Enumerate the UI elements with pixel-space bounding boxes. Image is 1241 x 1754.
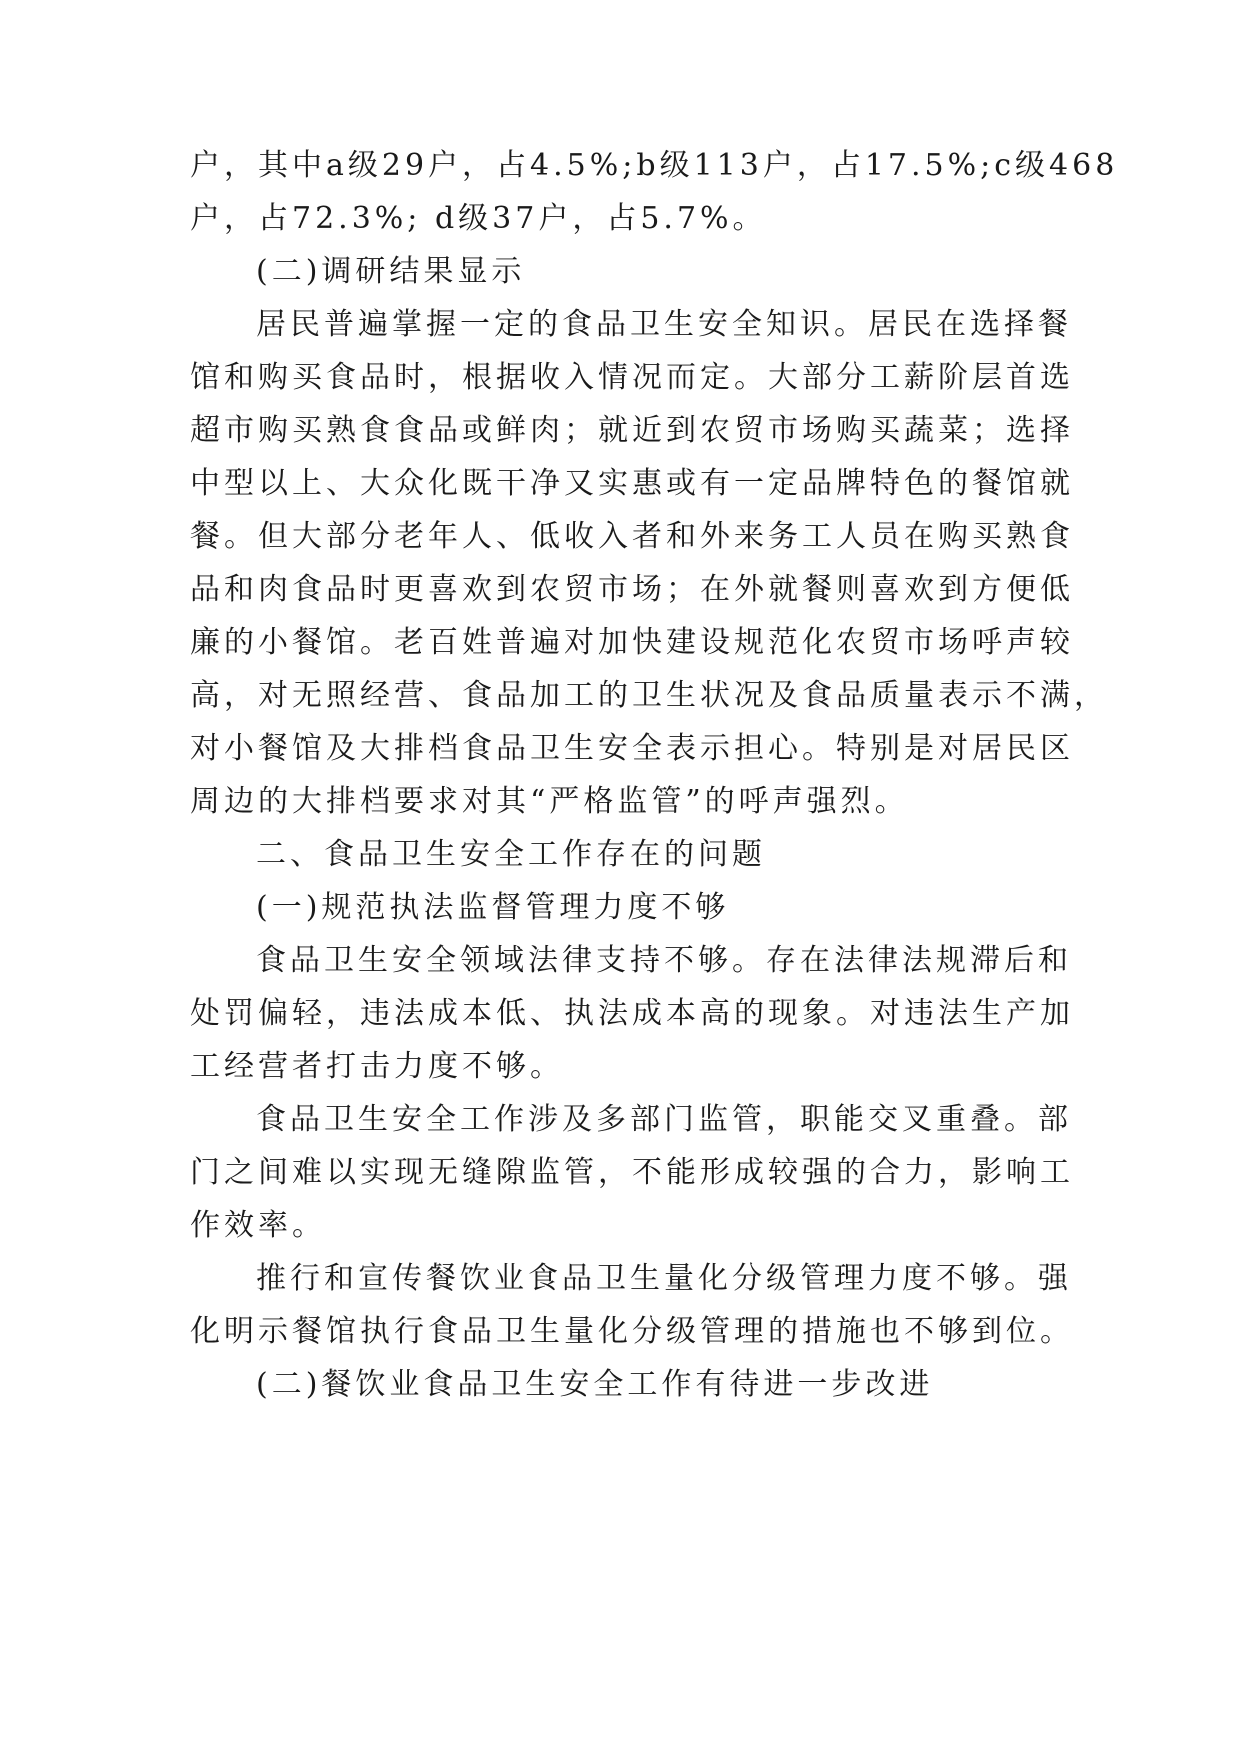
paragraph-start: 食品卫生安全工作涉及多部门监管，职能交叉重叠。部 <box>256 1102 1072 1137</box>
text-line: 周边的大排档要求对其“严格监管”的呼声强烈。 <box>190 784 909 819</box>
text-line: 对小餐馆及大排档食品卫生安全表示担心。特别是对居民区 <box>190 731 1074 766</box>
subsection-heading: (一)规范执法监督管理力度不够 <box>256 890 730 925</box>
text-line: 高，对无照经营、食品加工的卫生状况及食品质量表示不满， <box>190 678 1108 713</box>
text-line: 户，其中a级29户，占4.5%;b级113户，占17.5%;c级468 <box>190 148 1119 183</box>
text-line: 餐。但大部分老年人、低收入者和外来务工人员在购买熟食 <box>190 519 1074 554</box>
text-line: 廉的小餐馆。老百姓普遍对加快建设规范化农贸市场呼声较 <box>190 625 1074 660</box>
section-heading: 二、食品卫生安全工作存在的问题 <box>256 837 766 872</box>
section-heading: (二)调研结果显示 <box>256 254 526 289</box>
text-line: 馆和购买食品时，根据收入情况而定。大部分工薪阶层首选 <box>190 360 1074 395</box>
paragraph-start: 食品卫生安全领域法律支持不够。存在法律法规滞后和 <box>256 943 1072 978</box>
text-line: 品和肉食品时更喜欢到农贸市场；在外就餐则喜欢到方便低 <box>190 572 1074 607</box>
text-line: 门之间难以实现无缝隙监管，不能形成较强的合力，影响工 <box>190 1155 1074 1190</box>
subsection-heading: (二)餐饮业食品卫生安全工作有待进一步改进 <box>256 1367 934 1402</box>
text-line: 作效率。 <box>190 1208 326 1243</box>
text-line: 超市购买熟食食品或鲜肉；就近到农贸市场购买蔬菜；选择 <box>190 413 1074 448</box>
text-line: 处罚偏轻，违法成本低、执法成本高的现象。对违法生产加 <box>190 996 1074 1031</box>
text-line: 中型以上、大众化既干净又实惠或有一定品牌特色的餐馆就 <box>190 466 1074 501</box>
text-line: 工经营者打击力度不够。 <box>190 1049 564 1084</box>
paragraph-start: 居民普遍掌握一定的食品卫生安全知识。居民在选择餐 <box>256 307 1072 342</box>
paragraph-start: 推行和宣传餐饮业食品卫生量化分级管理力度不够。强 <box>256 1261 1072 1296</box>
text-line: 户，占72.3%; d级37户，占5.7%。 <box>190 201 767 236</box>
text-line: 化明示餐馆执行食品卫生量化分级管理的措施也不够到位。 <box>190 1314 1074 1349</box>
